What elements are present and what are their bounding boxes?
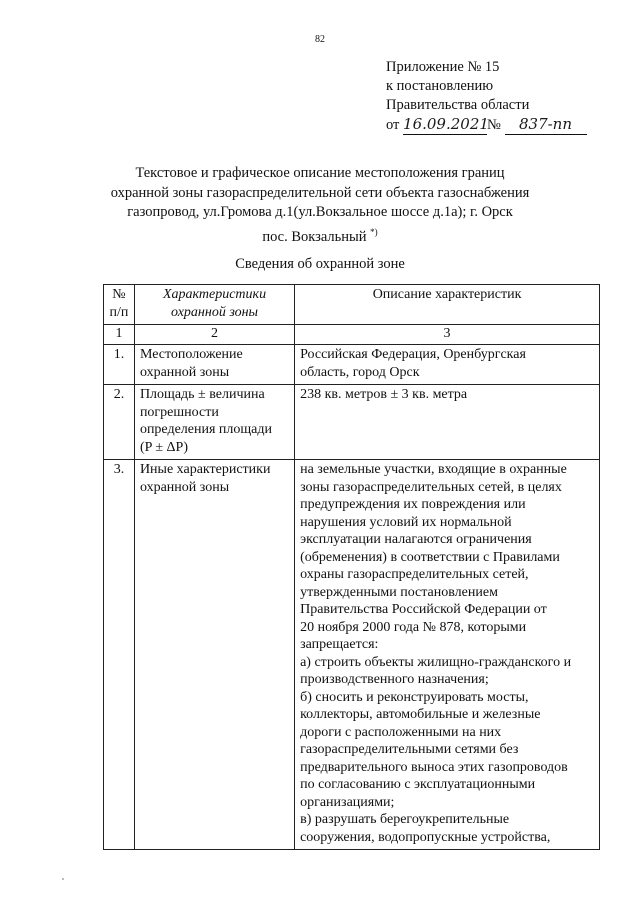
description-line: газораспределительными сетями без (300, 742, 519, 757)
characteristic-line: охранной зоны (139, 364, 230, 380)
handwritten-number: 837-пп (505, 115, 587, 135)
description-line: сооружения, водопропускные устройства, (300, 829, 551, 845)
appendix-date-line (386, 115, 587, 135)
description-line: производственного назначения; (300, 672, 489, 687)
title-line-4-text: пос. Вокзальный (262, 228, 367, 245)
description-line: 238 кв. метров ± 3 кв. метра (300, 387, 468, 402)
description-line: организациями; (300, 794, 395, 810)
column-number: 2 (134, 325, 294, 345)
page-number: 82 (315, 34, 325, 45)
table-row (104, 345, 600, 385)
description-line: б) сносить и реконструировать мосты, (300, 689, 529, 705)
characteristic-line: определения площади (139, 422, 273, 437)
handwritten-date: 16.09.2021 (403, 115, 489, 133)
table-header-row (104, 285, 600, 325)
table-row (104, 385, 600, 460)
characteristic-line: Площадь ± величина (139, 387, 265, 402)
title-line-3: газопровод, ул.Громова д.1(ул.Вокзальное шоссе д.1а); г. Орск (127, 204, 513, 220)
row-characteristic (134, 460, 294, 850)
appendix-line-3: Правительства области (386, 97, 530, 113)
description-line: утвержденными постановлением (300, 584, 498, 600)
row-description (295, 345, 600, 385)
scan-speck (62, 878, 64, 880)
section-title: Сведения об охранной зоне (235, 256, 405, 272)
column-number: 3 (295, 325, 600, 345)
characteristic-line: Иные характеристики (139, 462, 271, 477)
description-line: на земельные участки, входящие в охранные (300, 462, 567, 477)
header-characteristic-line: Характеристики (162, 287, 267, 302)
document-title (60, 164, 580, 247)
description-line: нарушения условий их нормальной (300, 514, 512, 530)
description-line: Правительства Российской Федерации от (300, 602, 547, 617)
header-description: Описание характеристик (295, 285, 600, 325)
header-characteristic (134, 285, 294, 325)
header-number-line: № (112, 287, 126, 302)
description-line: область, город Орск (300, 364, 420, 380)
description-line: в) разрушать берегоукрепительные (300, 812, 510, 827)
row-characteristic (134, 345, 294, 385)
row-description (295, 460, 600, 850)
description-line: коллекторы, автомобильные и железные (300, 707, 541, 722)
description-line: по согласованию с эксплуатационными (300, 777, 536, 792)
title-line-4 (60, 223, 580, 247)
description-line: запрещается: (300, 637, 379, 652)
description-line: охраны газораспределительных сетей, (300, 567, 529, 582)
zone-info-table (103, 284, 600, 850)
title-line-2: охранной зоны газораспределительной сети объекта газоснабжения (110, 184, 530, 201)
description-line: дороги с расположенными на них (300, 724, 502, 740)
appendix-line-2: к постановлению (386, 78, 494, 94)
column-number: 1 (104, 325, 135, 345)
table-row (104, 460, 600, 850)
row-characteristic (134, 385, 294, 460)
description-line: предупреждения их повреждения или (300, 497, 526, 512)
header-number-line: п/п (109, 304, 129, 320)
description-line: зоны газораспределительных сетей, в целях (300, 479, 562, 495)
header-characteristic-line: охранной зоны (171, 304, 259, 320)
characteristic-line: Местоположение (139, 347, 243, 362)
row-number: 2. (104, 385, 135, 460)
description-line: предварительного выноса этих газопроводов (300, 759, 568, 775)
row-description (295, 385, 600, 460)
row-number: 1. (104, 345, 135, 385)
description-line: Российская Федерация, Оренбургская (300, 347, 526, 362)
appendix-line-1: Приложение № 15 (386, 59, 500, 75)
from-label: от (386, 117, 400, 133)
description-line: 20 ноября 2000 года № 878, которыми (300, 619, 527, 635)
header-number (104, 285, 135, 325)
appendix-block (386, 58, 587, 135)
column-number-row (104, 325, 600, 345)
number-label: № (487, 117, 501, 133)
description-line: а) строить объекты жилищно-гражданского и (300, 654, 572, 670)
footnote-mark: *) (370, 226, 378, 237)
characteristic-line: погрешности (139, 404, 219, 420)
characteristic-line: (P ± ΔP) (139, 439, 189, 455)
characteristic-line: охранной зоны (139, 479, 230, 495)
description-line: (обременения) в соответствии с Правилами (300, 549, 560, 565)
row-number: 3. (104, 460, 135, 850)
description-line: эксплуатации налагаются ограничения (300, 532, 532, 547)
title-line-1: Текстовое и графическое описание местоположения границ (135, 165, 505, 181)
